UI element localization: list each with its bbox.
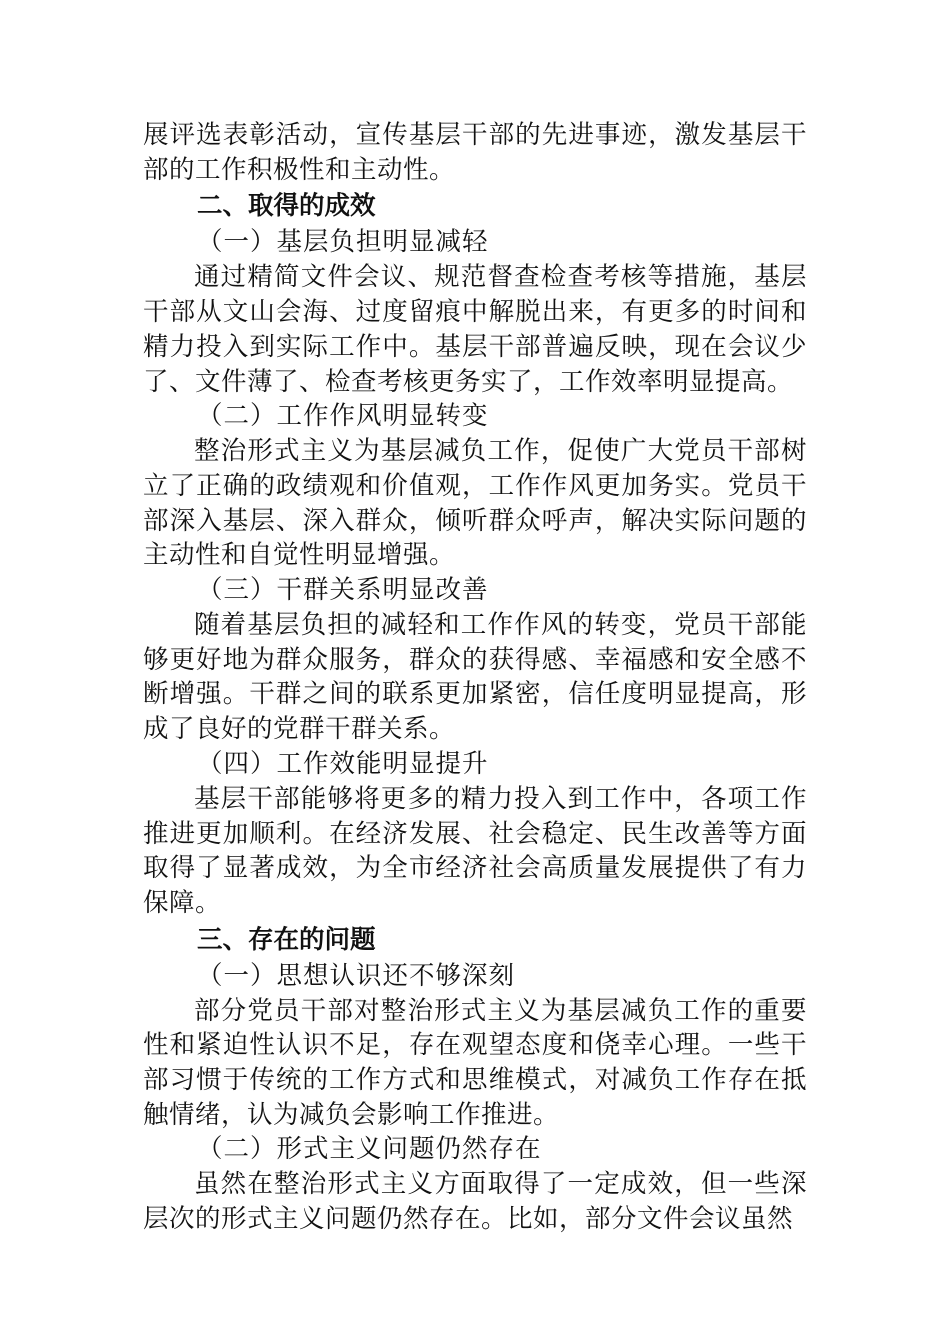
subheading-formalism-persists: （二）形式主义问题仍然存在 — [197, 1134, 542, 1165]
section-heading-problems: 三、存在的问题 — [197, 924, 376, 955]
paragraph-formalism-persists: 虽然在整治形式主义方面取得了一定成效，但一些深层次的形式主义问题仍然存在。比如，部分文件会议虽然 — [143, 1169, 807, 1235]
subheading-work-style: （二）工作作风明显转变 — [197, 401, 489, 432]
document-page — [143, 118, 807, 1237]
paragraph-awareness: 部分党员干部对整治形式主义为基层减负工作的重要性和紧迫性认识不足，存在观望态度和侥幸心理。一些干部习惯于传统的工作方式和思维模式，对减负工作存在抵触情绪，认为减负会影响工作推进。 — [143, 995, 807, 1130]
paragraph-burden-reduced: 通过精简文件会议、规范督查检查考核等措施，基层干部从文山会海、过度留痕中解脱出来，有更多的时间和精力投入到实际工作中。基层干部普遍反映，现在会议少了、文件薄了、检查考核更务实了，工作效率明显提高。 — [143, 262, 807, 397]
paragraph-work-style: 整治形式主义为基层减负工作，促使广大党员干部树立了正确的政绩观和价值观，工作作风更加务实。党员干部深入基层、深入群众，倾听群众呼声，解决实际问题的主动性和自觉性明显增强。 — [143, 436, 807, 571]
subheading-awareness: （一）思想认识还不够深刻 — [197, 960, 516, 991]
paragraph-intro-continued: 展评选表彰活动，宣传基层干部的先进事迹，激发基层干部的工作积极性和主动性。 — [143, 120, 807, 185]
paragraph-relations: 随着基层负担的减轻和工作作风的转变，党员干部能够更好地为群众服务，群众的获得感、幸福感和安全感不断增强。干群之间的联系更加紧密，信任度明显提高，形成了良好的党群干群关系。 — [143, 610, 807, 745]
subheading-efficiency: （四）工作效能明显提升 — [197, 748, 489, 779]
subheading-burden-reduced: （一）基层负担明显减轻 — [197, 227, 489, 258]
paragraph-efficiency: 基层干部能够将更多的精力投入到工作中，各项工作推进更加顺利。在经济发展、社会稳定、民生改善等方面取得了显著成效，为全市经济社会高质量发展提供了有力保障。 — [143, 783, 807, 918]
subheading-relations: （三）干群关系明显改善 — [197, 575, 489, 606]
section-heading-achievements: 二、取得的成效 — [197, 191, 376, 222]
